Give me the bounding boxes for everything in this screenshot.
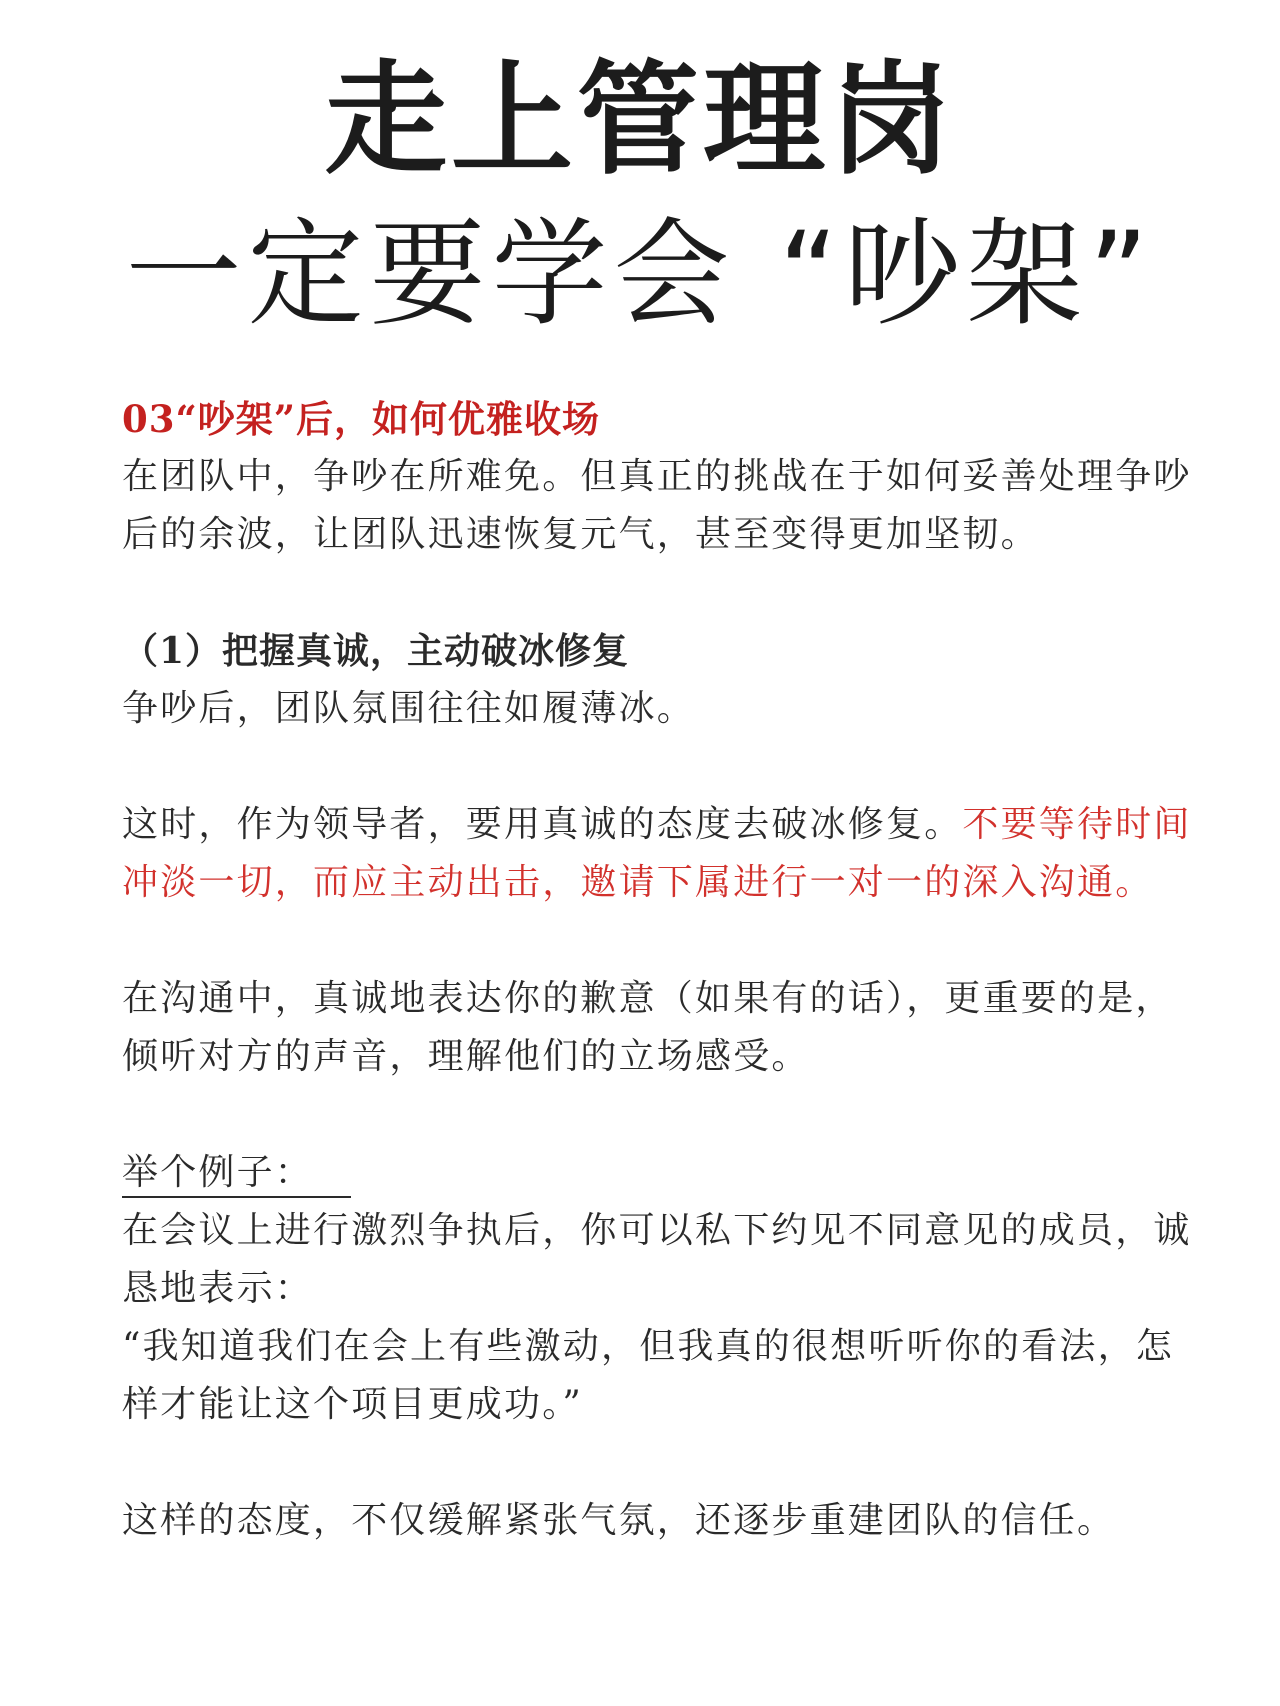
paragraph-2-line-2: 冲淡一切，而应主动出击，邀请下属进行一对一的深入沟通。: [122, 862, 1154, 903]
spacer: [122, 912, 1192, 970]
intro-line-2: 后的余波，让团队迅速恢复元气，甚至变得更加坚韧。: [122, 514, 1039, 555]
example-line-2: 恳地表示：: [122, 1268, 314, 1309]
intro-line-1: 在团队中，争吵在所难免。但真正的挑战在于如何妥善处理争吵: [122, 456, 1192, 497]
spacer: [122, 1434, 1192, 1492]
paragraph-2-line-1: [122, 796, 1192, 854]
page-title-line-2: 一定要学会 “吵架”: [125, 207, 1155, 342]
article-body: [122, 390, 1192, 1550]
spacer: [122, 1086, 1192, 1144]
example-quote-line-2: 样才能让这个项目更成功。”: [122, 1384, 584, 1425]
example-label: 举个例子：: [122, 1150, 351, 1198]
example-quote-line-1: “我知道我们在会上有些激动，但我真的很想听听你的看法，怎: [122, 1326, 1175, 1367]
paragraph-2-highlight-text: 不要等待时间: [962, 804, 1192, 845]
spacer: [122, 738, 1192, 796]
example-label-row: [122, 1144, 1192, 1202]
paragraph-2-normal-text: 这时，作为领导者，要用真诚的态度去破冰修复。: [122, 804, 963, 845]
paragraph-3-line-1: 在沟通中，真诚地表达你的歉意（如果有的话），更重要的是，: [122, 978, 1174, 1019]
sub-heading: （1）把握真诚，主动破冰修复: [122, 630, 630, 672]
paragraph-3-line-2: 倾听对方的声音，理解他们的立场感受。: [122, 1036, 810, 1077]
closing-paragraph: 这样的态度，不仅缓解紧张气氛，还逐步重建团队的信任。: [122, 1500, 1116, 1541]
section-heading: 03“吵架”后，如何优雅收场: [122, 397, 601, 441]
paragraph-1: 争吵后，团队氛围往往如履薄冰。: [122, 688, 696, 729]
spacer: [122, 564, 1192, 622]
page-title-line-1: 走上管理岗: [325, 49, 955, 191]
example-line-1: 在会议上进行激烈争执后，你可以私下约见不同意见的成员，诚: [122, 1210, 1192, 1251]
